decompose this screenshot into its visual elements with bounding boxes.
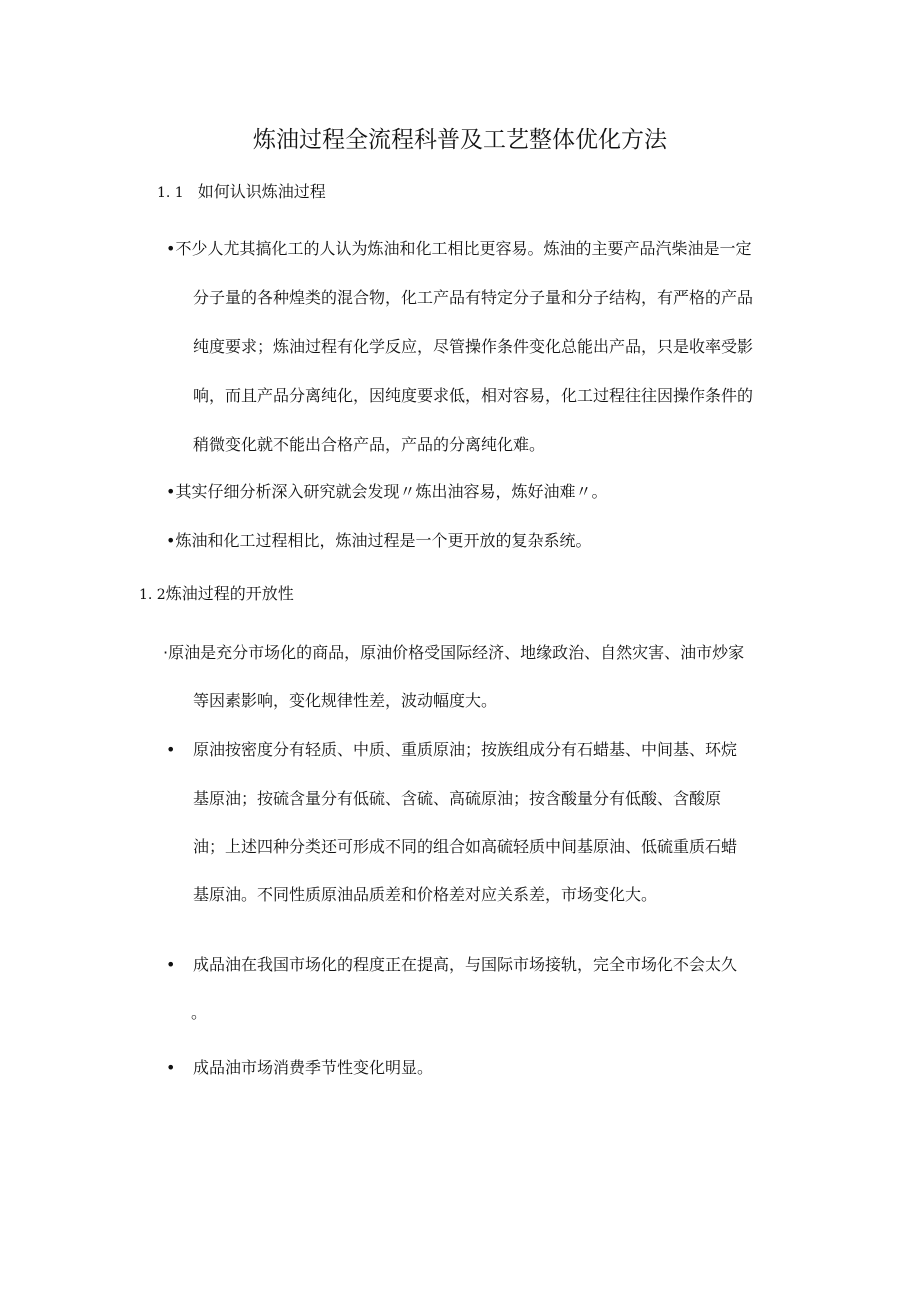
document-title: 炼油过程全流程科普及工艺整体优化方法: [253, 127, 667, 153]
section-heading-1-1: [157, 180, 326, 205]
section-heading-1-2: [139, 582, 294, 607]
paragraph-line: 稍微变化就不能出合格产品，产品的分离纯化难。: [193, 435, 546, 454]
paragraph-line: 响，而且产品分离纯化，因纯度要求低，相对容易，化工过程往往因操作条件的: [193, 386, 754, 405]
paragraph-line: 原油按密度分有轻质、中质、重质原油；按族组成分有石蜡基、中间基、环烷: [193, 740, 738, 759]
paragraph-1-1-c: •炼油和化工过程相比，炼油过程是一个更开放的复杂系统。: [166, 529, 591, 553]
paragraph-line: •不少人尤其搞化工的人认为炼油和化工相比更容易。炼油的主要产品汽柴油是一定: [166, 237, 751, 261]
paragraph-line: 基原油。不同性质原油品质差和价格差对应关系差，市场变化大。: [193, 885, 658, 904]
bullet: •: [166, 740, 176, 759]
bullet: •: [166, 1058, 176, 1077]
paragraph-line: 成品油市场消费季节性变化明显。: [193, 1058, 434, 1077]
section-heading-text: 炼油过程的开放性: [165, 584, 294, 603]
paragraph-1-1-b: •其实仔细分析深入研究就会发现〃炼出油容易，炼好油难〃。: [166, 480, 607, 504]
paragraph-line: 等因素影响，变化规律性差，波动幅度大。: [193, 691, 498, 710]
section-heading-text: 如何认识炼油过程: [197, 182, 326, 201]
paragraph-line: ·原油是充分市场化的商品，原油价格受国际经济、地缘政治、自然灾害、油市炒家: [163, 641, 744, 665]
bullet: •: [166, 482, 176, 501]
paragraph-line: 成品油在我国市场化的程度正在提高，与国际市场接轨，完全市场化不会太久: [193, 955, 738, 974]
bullet: •: [166, 955, 176, 974]
bullet: •: [166, 531, 176, 550]
bullet: ·: [163, 643, 169, 662]
paragraph-line: 纯度要求；炼油过程有化学反应，尽管操作条件变化总能出产品，只是收率受影: [193, 337, 754, 356]
paragraph-line: 分子量的各种煌类的混合物，化工产品有特定分子量和分子结构，有严格的产品: [193, 288, 754, 307]
paragraph-line: 。: [191, 1003, 208, 1022]
paragraph-line: 基原油；按硫含量分有低硫、含硫、高硫原油；按含酸量分有低酸、含酸原: [193, 789, 722, 808]
bullet: •: [166, 239, 176, 258]
paragraph-line: 油；上述四种分类还可形成不同的组合如高硫轻质中间基原油、低硫重质石蜡: [193, 837, 738, 856]
section-number: 1. 1: [157, 185, 184, 201]
section-number: 1. 2: [139, 587, 166, 603]
